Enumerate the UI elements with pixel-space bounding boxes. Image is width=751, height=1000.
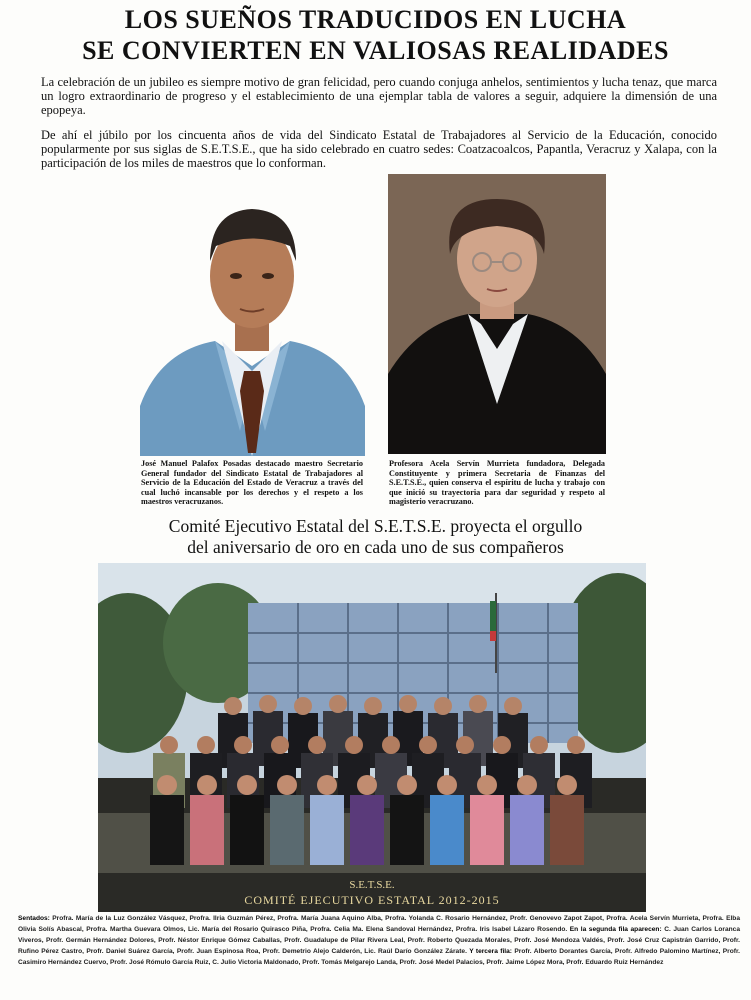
portrait-servin-caption: Profesora Acela Servín Murrieta fundadora, Delegada Constituyente y primera Secretaria de Finanzas del S.E.T.S.E., quien conserva el espíritu de lucha y trabajo con que inició su trayectoria para dar seguridad y respeto al magisterio veracruzano. (389, 459, 605, 506)
intro-paragraph-1: La celebración de un jubileo es siempre motivo de gran felicidad, pero cuando conjuga anhelos, sentimientos y lucha tenaz, que marca un logro extraordinario de progreso y el establecimiento de una ejemplar tabla de valores a seguir, adquiere la dimensión de una epopeya. (41, 75, 717, 117)
group-photo-title: S.E.T.S.E. (349, 879, 395, 891)
photo-credits (18, 913, 740, 968)
headline (0, 4, 751, 66)
credits-third-row: Profr. Alberto Dorantes García, Profr. Alfredo Palomino Martínez, Profr. Casimiro Hernández Cuervo, Profr. José Rómulo García Ruiz, C. Julio Victoria Maldonado, Profr. Tomás Melgarejo Landa, Profr. José Medel Palacios, Profr. Jaime López Mora, Profr. Eduardo Ruiz Hernández (18, 948, 740, 966)
section-subhead (0, 516, 751, 558)
committee-group-photo (98, 563, 646, 912)
subhead-line-2: del aniversario de oro en cada uno de sus compañeros (187, 537, 564, 557)
credits-seated: Profra. María de la Luz González Vásquez, Profra. Ilria Guzmán Pérez, Profra. María Juana Aquino Alba, Profra. Yolanda C. Rosario Hernández, Profr. Genovevo Zapot Zapot, Profra. Acela Servín Murrieta, Profra. Elba Olivia Solís Abascal, Profra. Martha Guevara Olmos, Lic. María del Rosario Quirasco Piña, Profra. Celia Ma. Elena Sandoval Hernández, Profra. Iris Isabel Lázaro Rosendo. (18, 915, 740, 933)
portrait-servin-photo (388, 174, 606, 454)
credits-label-seated: Sentados: (18, 915, 50, 922)
portrait-palafox-caption: José Manuel Palafox Posadas destacado maestro Secretario General fundador del Sindicato Estatal de Trabajadores al Servicio de la Educación del Estado de Veracruz a través del cual luchó incansable por los derechos y el respeto a los maestros veracruzanos. (141, 459, 363, 506)
subhead-line-1: Comité Ejecutivo Estatal del S.E.T.S.E. proyecta el orgullo (168, 516, 583, 536)
credits-label-second-row: En la segunda fila aparecen: (569, 926, 662, 933)
headline-line-2: SE CONVIERTEN EN VALIOSAS REALIDADES (82, 36, 669, 65)
headline-line-1: LOS SUEÑOS TRADUCIDOS EN LUCHA (124, 5, 627, 34)
intro-paragraph-2: De ahí el júbilo por los cincuenta años de vida del Sindicato Estatal de Trabajadores al Servicio de la Educación, conocido popularmente por sus siglas de S.E.T.S.E., que ha sido celebrado en cuatro sedes: Coatzacoalcos, Papantla, Veracruz y Xalapa, con la participación de los miles de maestros que lo conforman. (41, 128, 717, 170)
portrait-palafox-photo (140, 191, 365, 456)
group-photo-subtitle: COMITÉ EJECUTIVO ESTATAL 2012-2015 (244, 893, 500, 907)
credits-second-row: C. Juan Carlos Loranca Viveros, Profr. Germán Hernández Dolores, Profr. Néstor Enrique Gómez Caballas, Profr. Guadalupe de Pilar Rivera Leal, Profr. Roberto Quezada Morales, Profr. José Mendoza Valdés, Profr. José Cruz Capistrán Garrido, Profr. Rufino Pérez Castro, Profr. Daniel Suárez García, Profr. Juan Espinosa Roa, Profr. Demetrio Alejo Calderón, Lic. Raúl Darío González Zárate. (18, 926, 740, 955)
credits-label-third-row: Y tercera fila: (469, 948, 512, 955)
